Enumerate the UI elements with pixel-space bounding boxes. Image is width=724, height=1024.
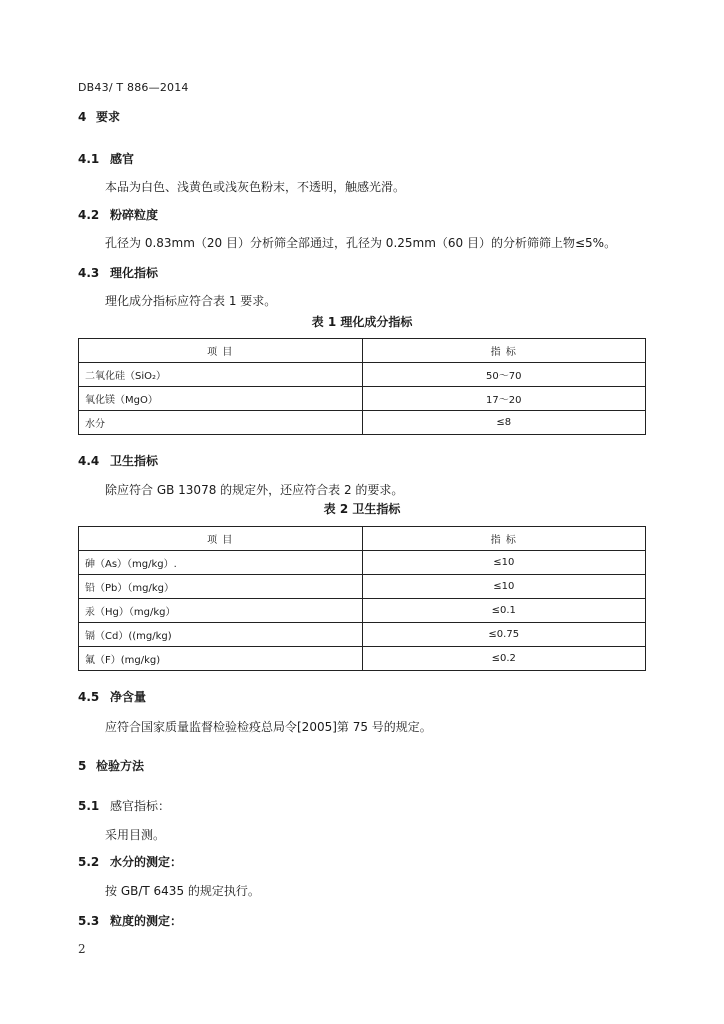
table-2-caption: 表 2 卫生指标 [323, 502, 401, 516]
section-5-1-heading [78, 797, 170, 814]
section-4-3-heading [78, 264, 158, 281]
table-row [79, 551, 646, 575]
column-header-item: 项 目 [79, 527, 363, 551]
page-number: 2 [78, 942, 86, 956]
table-row [79, 411, 646, 435]
section-title: 感官指标： [110, 799, 171, 813]
section-4-1-text: 本品为白色、浅黄色或浅灰色粉末，不透明，触感光滑。 [105, 180, 406, 194]
row-item: 氟（F）(mg/kg) [79, 647, 363, 671]
row-value: 50～70 [362, 363, 645, 387]
table-1 [78, 338, 646, 435]
column-header-item: 项 目 [79, 339, 363, 363]
table-row [79, 647, 646, 671]
section-4-2-text: 孔径为 0.83mm（20 目）分析筛全部通过，孔径为 0.25mm（60 目）的分析筛筛上物≤5%。 [105, 236, 617, 250]
section-4-5-text: 应符合国家质量监督检验检疫总局令[2005]第 75 号的规定。 [105, 720, 432, 734]
document-header: DB43/ T 886—2014 [78, 81, 189, 94]
section-title: 理化指标 [110, 266, 159, 280]
section-4-1-heading [78, 150, 134, 167]
table-1-caption: 表 1 理化成分指标 [311, 315, 413, 329]
section-title: 水分的测定： [110, 855, 183, 869]
table-row [79, 575, 646, 599]
section-number: 4.4 [78, 454, 100, 468]
table-row [79, 599, 646, 623]
section-title: 卫生指标 [110, 454, 159, 468]
row-value: ≤0.1 [362, 599, 645, 623]
row-item: 铅（Pb）（mg/kg） [79, 575, 363, 599]
section-4-2-heading [78, 206, 158, 223]
section-number: 4.2 [78, 208, 100, 222]
section-number: 4.1 [78, 152, 100, 166]
section-number: 5 [78, 759, 87, 773]
section-number: 5.2 [78, 855, 100, 869]
row-value: ≤10 [362, 551, 645, 575]
row-item: 水分 [79, 411, 363, 435]
row-value: ≤0.2 [362, 647, 645, 671]
column-header-value: 指 标 [362, 339, 645, 363]
section-title: 粒度的测定： [110, 914, 183, 928]
section-4-4-text: 除应符合 GB 13078 的规定外，还应符合表 2 的要求。 [105, 483, 404, 497]
row-item: 镉（Cd）((mg/kg) [79, 623, 363, 647]
section-number: 4.5 [78, 690, 100, 704]
table-row [79, 387, 646, 411]
section-title: 净含量 [110, 690, 147, 704]
table-header-row [79, 527, 646, 551]
row-value: 17～20 [362, 387, 645, 411]
section-4-3-text: 理化成分指标应符合表 1 要求。 [105, 294, 277, 308]
row-item: 二氧化硅（SiO₂） [79, 363, 363, 387]
table-2 [78, 526, 646, 671]
section-number: 5.1 [78, 799, 100, 813]
row-value: ≤8 [362, 411, 645, 435]
section-5-1-text: 采用目测。 [105, 828, 166, 842]
section-5-heading [78, 757, 144, 774]
section-number: 5.3 [78, 914, 100, 928]
row-item: 氧化镁（MgO） [79, 387, 363, 411]
section-4-heading [78, 108, 120, 125]
row-item: 砷（As）（mg/kg）. [79, 551, 363, 575]
section-4-5-heading [78, 688, 146, 705]
row-value: ≤0.75 [362, 623, 645, 647]
section-number: 4.3 [78, 266, 100, 280]
section-5-3-heading [78, 912, 182, 929]
section-title: 检验方法 [96, 759, 145, 773]
section-title: 粉碎粒度 [110, 208, 159, 222]
table-row [79, 623, 646, 647]
table-header-row [79, 339, 646, 363]
row-value: ≤10 [362, 575, 645, 599]
section-title: 要求 [96, 110, 121, 124]
section-number: 4 [78, 110, 87, 124]
table-row [79, 363, 646, 387]
section-5-2-heading [78, 853, 182, 870]
section-4-4-heading [78, 452, 158, 469]
column-header-value: 指 标 [362, 527, 645, 551]
row-item: 汞（Hg）（mg/kg） [79, 599, 363, 623]
section-title: 感官 [110, 152, 135, 166]
section-5-2-text: 按 GB/T 6435 的规定执行。 [105, 884, 260, 898]
